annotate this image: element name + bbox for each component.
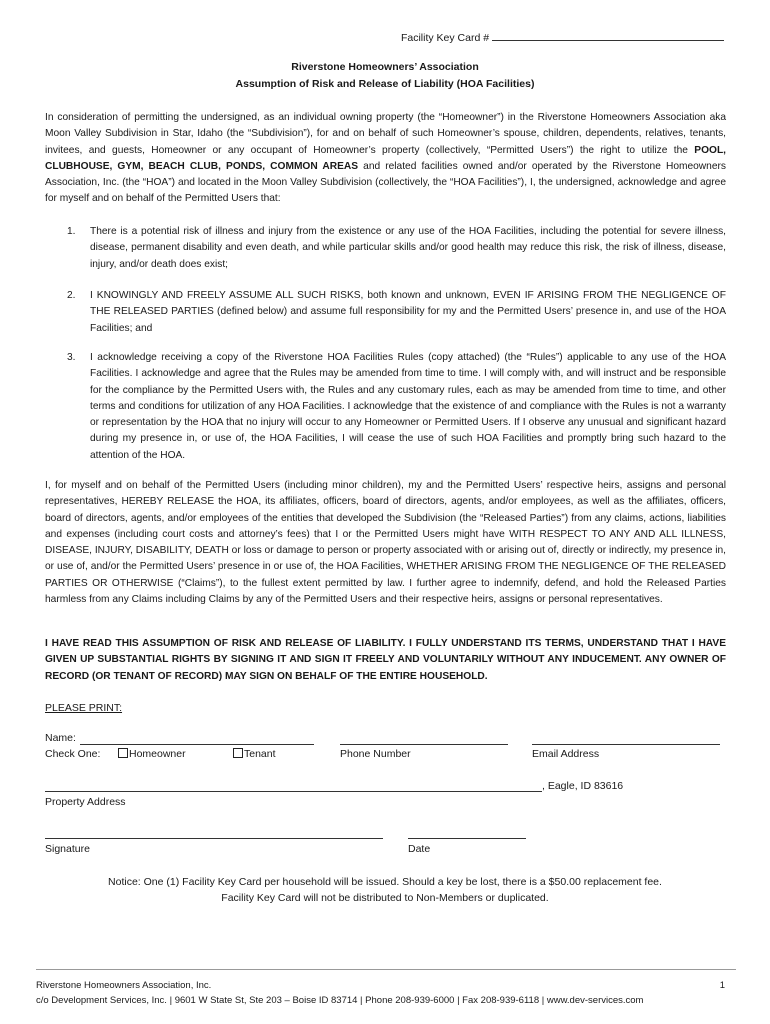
phone-field-line[interactable] bbox=[340, 744, 508, 745]
list-item-number: 1. bbox=[67, 226, 76, 237]
notice-line-1: Notice: One (1) Facility Key Card per household will be issued. Should a key be lost, there is a $50.00 replacement fee. bbox=[108, 876, 662, 888]
footer-organization: Riverstone Homeowners Association, Inc. bbox=[36, 980, 212, 991]
tenant-label: Tenant bbox=[244, 748, 276, 760]
list-item bbox=[45, 224, 726, 273]
intro-facilities-bold: POOL, CLUBHOUSE, GYM, BEACH CLUB, PONDS, COMMON AREAS bbox=[45, 144, 726, 172]
list-item-text: I KNOWINGLY AND FREELY ASSUME ALL SUCH RISKS, both known and unknown, EVEN IF ARISING FROM THE NEGLIGENCE OF THE RELEASED PARTIES (defined below) and assume full responsibility for my and the Permitted Users’ presence in, and use of the HOA Facilities; and bbox=[90, 290, 726, 334]
key-card-label: Facility Key Card # bbox=[400, 32, 490, 44]
acknowledgement-paragraph: I HAVE READ THIS ASSUMPTION OF RISK AND RELEASE OF LIABILITY. I FULLY UNDERSTAND ITS TERMS, UNDERSTAND THAT I HAVE GIVEN UP SUBSTANTIAL RIGHTS BY SIGNING IT AND SIGN IT FREELY AND VOLUNTARILY WITHOUT ANY INDUCEMENT. ANY OWNER OF RECORD (OR TENANT OF RECORD) MAY SIGN ON BEHALF OF THE ENTIRE HOUSEHOLD. bbox=[45, 638, 726, 682]
intro-paragraph bbox=[45, 110, 726, 208]
release-paragraph: I, for myself and on behalf of the Permitted Users (including minor children), my and the Permitted Users’ respective heirs, assigns and personal representatives, HEREBY RELEASE the HOA, its affiliates, officers, board of directors, agents, and/or employees, as well as the affiliates, officers, board of directors, agents, and/or employees of the entities that developed the Subdivision (the “Released Parties”) from any claims, actions, liabilities and expenses (including court costs and attorney’s fees) that I or the Permitted Users might have WITH RESPECT TO ANY AND ALL ILLNESS, DISEASE, INJURY, DISABILITY, DEATH or loss or damage to person or property associated with or arising out of, directly or indirectly, my presence in, or use of, and/or the Permitted Users’ presence in or use of, the HOA Facilities, WHETHER ARISING FROM THE NEGLIGENCE OF THE RELEASED PARTIES OR OTHERWISE (“Claims”), to the fullest extent permitted by law. I further agree to indemnify, defend, and hold the Released Parties harmless from any Claims including Claims by any of the Permitted Users and their respective heirs, assigns or personal representatives. bbox=[45, 480, 726, 606]
signature-label: Signature bbox=[45, 843, 90, 855]
list-item bbox=[45, 350, 726, 464]
key-card-blank-line[interactable] bbox=[492, 30, 724, 41]
list-item-number: 2. bbox=[67, 290, 76, 301]
list-item bbox=[45, 288, 726, 337]
facility-key-card-field bbox=[401, 30, 724, 44]
city-state-zip: , Eagle, ID 83616 bbox=[542, 780, 624, 792]
list-item-text: There is a potential risk of illness and injury from the existence or any use of the HOA Facilities, including the potential for severe illness, disease, permanent disability and even death, and while particular skills and/or good health may reduce this risk, the risk of illness, disease, injury, and/or death does exist; bbox=[90, 226, 726, 270]
list-item-text: I acknowledge receiving a copy of the Riverstone HOA Facilities Rules (copy attached) (the “Rules”) applicable to any use of the HOA Facilities. I acknowledge and agree that the Rules may be amended from time to time. I will comply with, and will instruct and be responsible for the compliance by the Permitted Users with, the Rules and any customary rules, each as may be amended from time to time, and other terms and conditions for utilization of any HOA Facilities. I acknowledge that the existence of and compliance with the Rules is not a warranty or representation by the HOA that no injury will occur to any Homeowner or Permitted Users. If I observe any unusual and significant hazard during my presence in, or use of, the HOA Facilities, I will cease the use of such HOA Facilities and promptly bring such hazard to the attention of the HOA. bbox=[90, 352, 726, 461]
homeowner-checkbox[interactable] bbox=[118, 748, 128, 758]
date-field-line[interactable] bbox=[408, 838, 526, 839]
check-one-label: Check One: bbox=[45, 748, 101, 760]
list-item-number: 3. bbox=[67, 352, 76, 363]
tenant-checkbox[interactable] bbox=[233, 748, 243, 758]
homeowner-option[interactable] bbox=[118, 748, 186, 760]
phone-number-label: Phone Number bbox=[340, 748, 411, 760]
document-title-association: Riverstone Homeowners’ Association bbox=[291, 61, 479, 73]
tenant-option[interactable] bbox=[233, 748, 276, 760]
intro-text-2: and related facilities owned and/or operated by the Riverstone Homeowners Association, Inc. (the “HOA”) and located in the Moon Valley Subdivision (collectively, the “HOA Facilities”), I, the undersigned, acknowledge and agree for myself and on behalf of the Permitted Users that: bbox=[45, 160, 726, 205]
document-title-release: Assumption of Risk and Release of Liability (HOA Facilities) bbox=[235, 78, 535, 90]
signature-field-line[interactable] bbox=[45, 838, 383, 839]
footer-contact: c/o Development Services, Inc. | 9601 W State St, Ste 203 – Boise ID 83714 | Phone 208-939-6000 | Fax 208-939-6118 | www.dev-services.com bbox=[36, 995, 644, 1006]
please-print-label: PLEASE PRINT: bbox=[45, 702, 123, 714]
name-field-line[interactable] bbox=[80, 744, 314, 745]
email-field-line[interactable] bbox=[532, 744, 720, 745]
name-label: Name: bbox=[45, 732, 76, 744]
page-number: 1 bbox=[719, 980, 725, 991]
property-address-label: Property Address bbox=[45, 796, 126, 808]
email-address-label: Email Address bbox=[532, 748, 600, 760]
footer-divider bbox=[36, 969, 736, 970]
property-address-field-line[interactable] bbox=[45, 791, 542, 792]
homeowner-label: Homeowner bbox=[129, 748, 186, 760]
intro-text-1: In consideration of permitting the undersigned, as an individual owning property (the “Homeowner”) in the Riverstone Homeowners Association aka Moon Valley Subdivision in Star, Idaho (the “Subdivision”), for and on behalf of such Homeowner’s spouse, children, dependents, relatives, tenants, invitees, and guests, Homeowner or any occupant of Homeowner’s property (collectively, “Permitted Users”) the right to utilize the bbox=[45, 112, 726, 156]
date-label: Date bbox=[408, 843, 431, 855]
notice-line-2: Facility Key Card will not be distributed to Non-Members or duplicated. bbox=[221, 892, 549, 904]
